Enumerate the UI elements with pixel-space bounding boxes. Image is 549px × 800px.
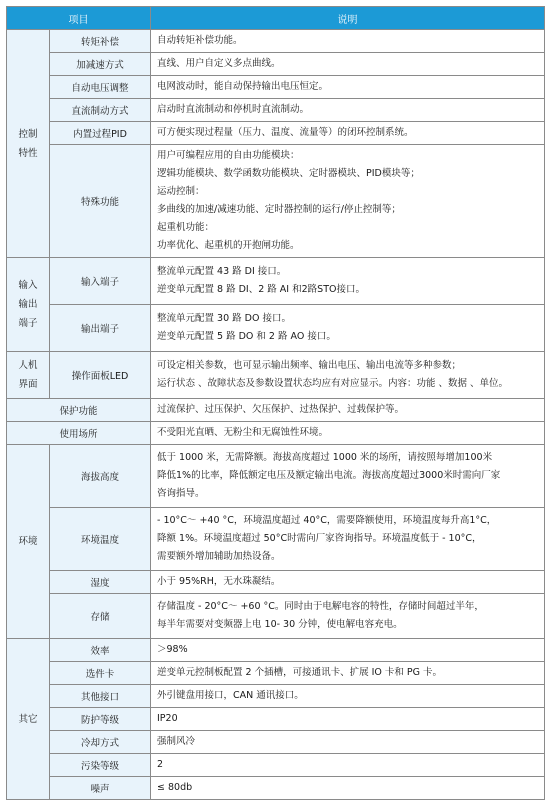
row-name: 存储 xyxy=(50,594,151,639)
table-row xyxy=(7,30,545,53)
category-control: 控制 特性 xyxy=(7,30,50,258)
table-row xyxy=(7,258,545,305)
row-name: 效率 xyxy=(50,639,151,662)
row-name: 选件卡 xyxy=(50,662,151,685)
row-name: 环境温度 xyxy=(50,508,151,571)
row-desc: 整流单元配置 30 路 DO 接口。 逆变单元配置 5 路 DO 和 2 路 AO 接口。 xyxy=(151,305,545,352)
row-desc: 不受阳光直晒、无粉尘和无腐蚀性环境。 xyxy=(151,422,545,445)
row-desc: 直线、用户自定义多点曲线。 xyxy=(151,53,545,76)
row-name: 冷却方式 xyxy=(50,731,151,754)
row-desc: ≤ 80db xyxy=(151,777,545,800)
row-name: 海拔高度 xyxy=(50,445,151,508)
spec-table xyxy=(6,6,545,800)
table-row xyxy=(7,594,545,639)
table-row xyxy=(7,422,545,445)
row-name: 特殊功能 xyxy=(50,145,151,258)
table-row xyxy=(7,731,545,754)
row-name: 内置过程PID xyxy=(50,122,151,145)
row-desc: 启动时直流制动和停机时直流制动。 xyxy=(151,99,545,122)
row-desc: 存储温度 - 20°C～ +60 °C。同时由于电解电容的特性，存储时间超过半年， 每半年需要对变频器上电 10- 30 分钟，使电解电容充电。 xyxy=(151,594,545,639)
row-name: 输出端子 xyxy=(50,305,151,352)
header-description: 说明 xyxy=(151,7,545,30)
table-row xyxy=(7,305,545,352)
row-desc: 电网波动时，能自动保持输出电压恒定。 xyxy=(151,76,545,99)
category-hmi: 人机 界面 xyxy=(7,352,50,399)
table-row xyxy=(7,508,545,571)
table-row xyxy=(7,99,545,122)
row-name: 其他接口 xyxy=(50,685,151,708)
row-desc: 小于 95%RH，无水珠凝结。 xyxy=(151,571,545,594)
table-row xyxy=(7,662,545,685)
table-row xyxy=(7,708,545,731)
table-row xyxy=(7,754,545,777)
table-row xyxy=(7,352,545,399)
row-desc: 整流单元配置 43 路 DI 接口。 逆变单元配置 8 路 DI、2 路 AI 和2路STO接口。 xyxy=(151,258,545,305)
row-name: 防护等级 xyxy=(50,708,151,731)
row-name: 使用场所 xyxy=(7,422,151,445)
table-row xyxy=(7,685,545,708)
table-row xyxy=(7,639,545,662)
row-desc: IP20 xyxy=(151,708,545,731)
table-row xyxy=(7,445,545,508)
row-name: 操作面板LED xyxy=(50,352,151,399)
spec-table-wrapper xyxy=(6,6,544,800)
table-row xyxy=(7,145,545,258)
row-desc: 过流保护、过压保护、欠压保护、过热保护、过载保护等。 xyxy=(151,399,545,422)
table-row xyxy=(7,399,545,422)
table-row xyxy=(7,53,545,76)
row-name: 噪声 xyxy=(50,777,151,800)
row-desc: 可设定相关参数，也可显示输出频率、输出电压、输出电流等多种参数； 运行状态 、故障状态及参数设置状态均应有对应显示。内容：功能 、数据 、单位。 xyxy=(151,352,545,399)
row-desc: 自动转矩补偿功能。 xyxy=(151,30,545,53)
header-item: 项目 xyxy=(7,7,151,30)
row-desc: 逆变单元控制板配置 2 个插槽，可接通讯卡、扩展 IO 卡和 PG 卡。 xyxy=(151,662,545,685)
category-other: 其它 xyxy=(7,639,50,800)
row-desc: 2 xyxy=(151,754,545,777)
row-name: 湿度 xyxy=(50,571,151,594)
row-desc: 可方便实现过程量（压力、温度、流量等）的闭环控制系统。 xyxy=(151,122,545,145)
table-row xyxy=(7,571,545,594)
row-desc: 外引键盘用接口，CAN 通讯接口。 xyxy=(151,685,545,708)
row-name: 污染等级 xyxy=(50,754,151,777)
category-environment: 环境 xyxy=(7,445,50,639)
row-desc: - 10°C～ +40 °C，环境温度超过 40°C，需要降额使用，环境温度每升高1°C， 降额 1%。环境温度超过 50°C时需向厂家咨询指导。环境温度低于 - 10°C， 需要额外增加辅助加热设备。 xyxy=(151,508,545,571)
table-header-row xyxy=(7,7,545,30)
row-desc: 用户可编程应用的自由功能模块： 逻辑功能模块、数学函数功能模块、定时器模块、PID模块等； 运动控制： 多曲线的加速/减速功能、定时器控制的运行/停止控制等； 起重机功能： 功率优化、起重机的开抱闸功能。 xyxy=(151,145,545,258)
row-desc: 低于 1000 米，无需降额。海拔高度超过 1000 米的场所，请按照每增加100米 降低1%的比率，降低额定电压及额定输出电流。海拔高度超过3000米时需向厂家 咨询指导。 xyxy=(151,445,545,508)
row-name: 输入端子 xyxy=(50,258,151,305)
table-row xyxy=(7,76,545,99)
row-name: 自动电压调整 xyxy=(50,76,151,99)
table-row xyxy=(7,122,545,145)
row-name: 保护功能 xyxy=(7,399,151,422)
row-desc: 强制风冷 xyxy=(151,731,545,754)
row-name: 直流制动方式 xyxy=(50,99,151,122)
row-name: 转矩补偿 xyxy=(50,30,151,53)
row-desc: ＞98% xyxy=(151,639,545,662)
category-io: 输入 输出 端子 xyxy=(7,258,50,352)
row-name: 加减速方式 xyxy=(50,53,151,76)
table-row xyxy=(7,777,545,800)
